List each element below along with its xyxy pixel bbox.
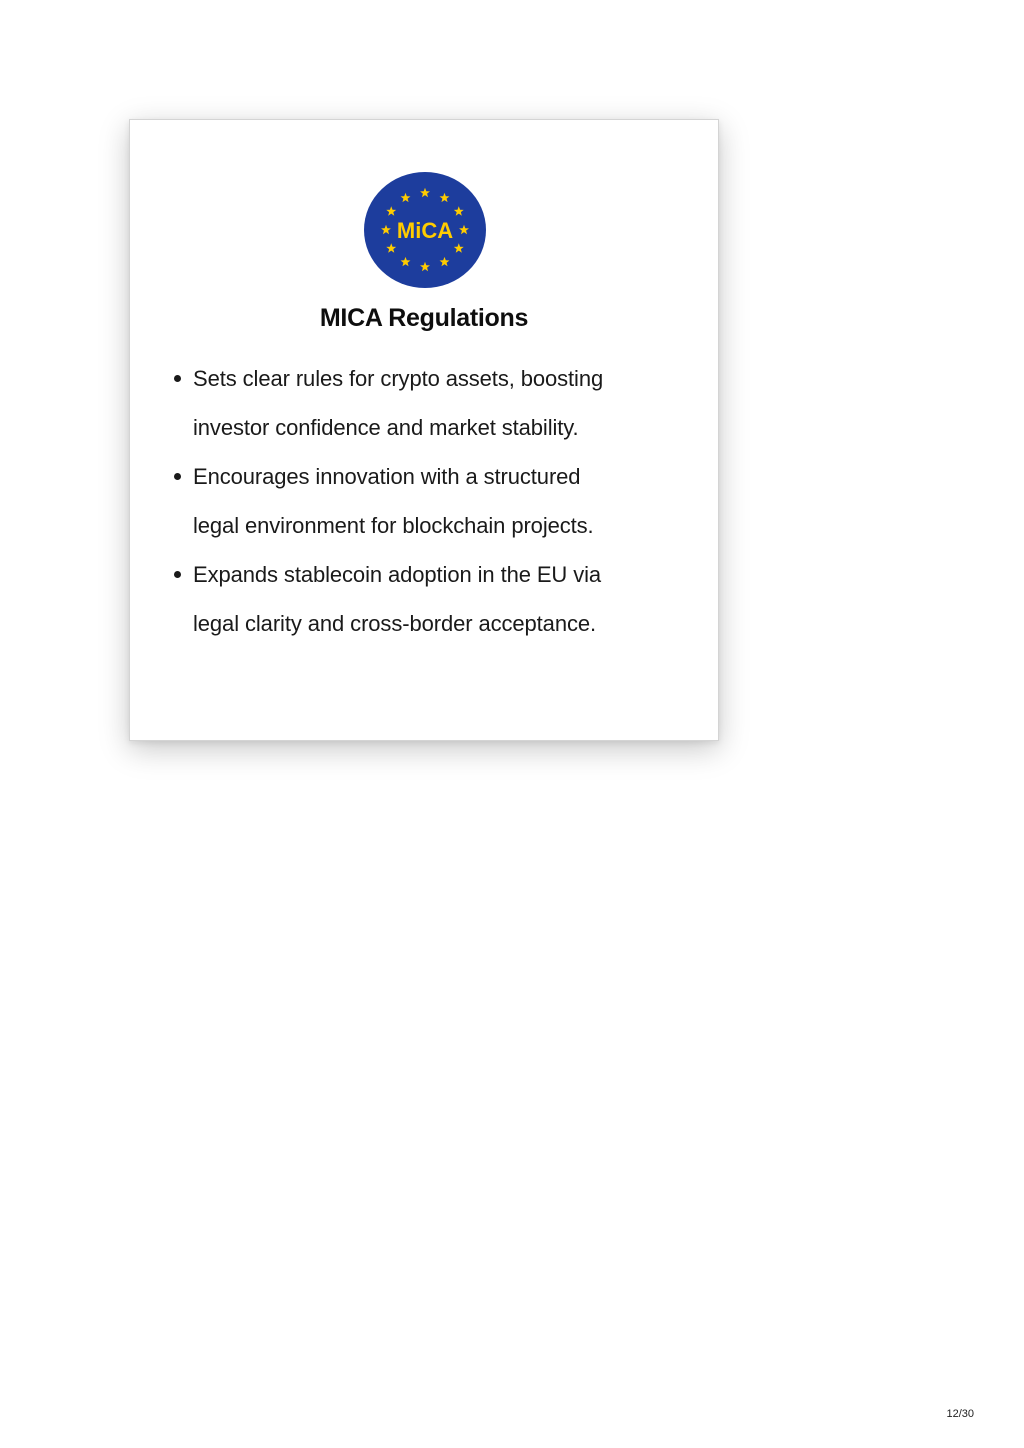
- mica-card: [129, 119, 719, 741]
- page-number: 12/30: [946, 1408, 974, 1420]
- list-item: [170, 452, 690, 550]
- logo-text: MiCA: [396, 218, 454, 243]
- bullet-dot-icon: [174, 571, 181, 578]
- bullet-line: legal clarity and cross-border acceptance.: [193, 611, 597, 636]
- bullet-line: Expands stablecoin adoption in the EU via: [193, 562, 602, 587]
- bullet-line: legal environment for blockchain projects.: [193, 513, 594, 538]
- mica-logo-icon: [364, 172, 486, 288]
- bullet-dot-icon: [174, 473, 181, 480]
- bullet-line: Sets clear rules for crypto assets, boosting: [193, 366, 604, 391]
- bullet-list: [170, 354, 690, 648]
- bullet-dot-icon: [174, 375, 181, 382]
- page-title: MICA Regulations: [319, 304, 529, 332]
- bullet-line: Encourages innovation with a structured: [193, 464, 581, 489]
- list-item: [170, 354, 690, 452]
- list-item: [170, 550, 690, 648]
- bullet-line: investor confidence and market stability.: [193, 415, 579, 440]
